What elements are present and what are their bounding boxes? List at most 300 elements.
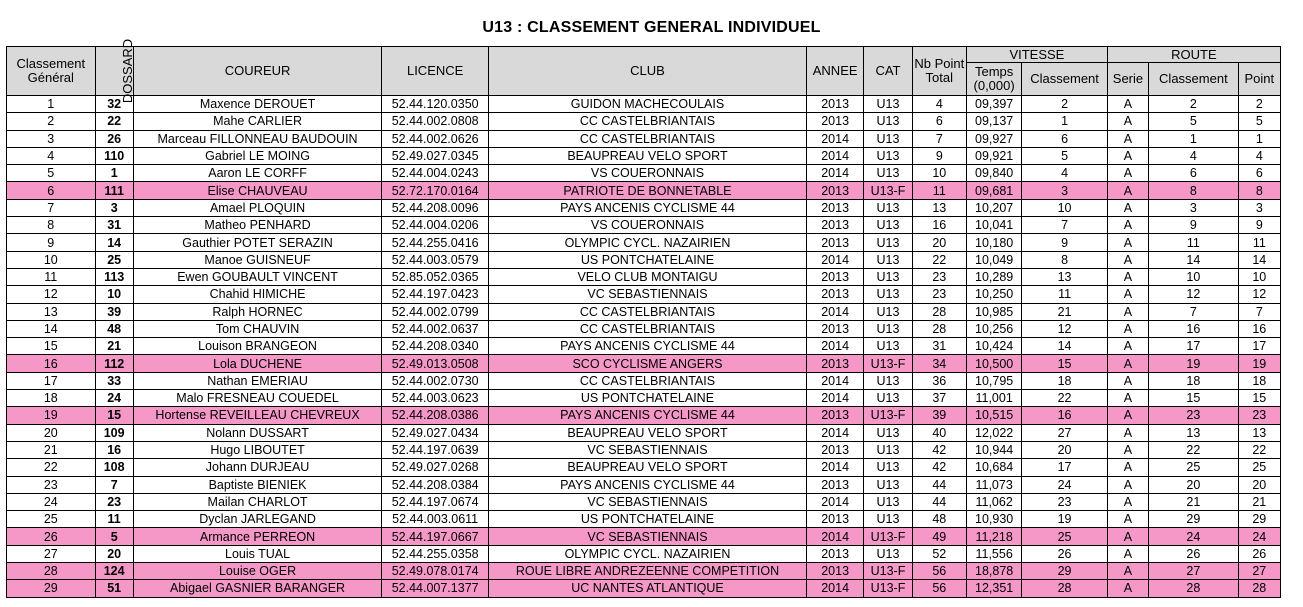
cell-route-classement: 28 xyxy=(1149,580,1239,597)
cell-temps: 12,022 xyxy=(966,424,1021,441)
cell-temps: 11,556 xyxy=(966,545,1021,562)
cell-rank: 28 xyxy=(7,563,96,580)
header-classement-general: Classement Général xyxy=(7,47,96,96)
cell-serie: A xyxy=(1107,182,1148,199)
cell-club: CC CASTELBRIANTAIS xyxy=(488,113,806,130)
cell-dossard: 112 xyxy=(95,355,133,372)
cell-cat: U13 xyxy=(864,234,912,251)
cell-licence: 52.44.197.0639 xyxy=(382,441,489,458)
cell-vitesse-classement: 11 xyxy=(1022,286,1108,303)
cell-route-classement: 18 xyxy=(1149,372,1239,389)
cell-route-classement: 10 xyxy=(1149,268,1239,285)
cell-dossard: 124 xyxy=(95,563,133,580)
cell-serie: A xyxy=(1107,113,1148,130)
cell-dossard: 14 xyxy=(95,234,133,251)
cell-cat: U13 xyxy=(864,130,912,147)
cell-route-classement: 22 xyxy=(1149,441,1239,458)
cell-serie: A xyxy=(1107,511,1148,528)
cell-club: VS COUERONNAIS xyxy=(488,217,806,234)
cell-point: 11 xyxy=(1238,234,1280,251)
cell-dossard: 113 xyxy=(95,268,133,285)
cell-club: PATRIOTE DE BONNETABLE xyxy=(488,182,806,199)
cell-coureur: Ewen GOUBAULT VINCENT xyxy=(133,268,382,285)
cell-dossard: 110 xyxy=(95,147,133,164)
cell-cat: U13 xyxy=(864,268,912,285)
cell-rank: 21 xyxy=(7,441,96,458)
cell-club: PAYS ANCENIS CYCLISME 44 xyxy=(488,199,806,216)
cell-licence: 52.44.197.0423 xyxy=(382,286,489,303)
cell-nb-point-total: 16 xyxy=(912,217,966,234)
cell-route-classement: 2 xyxy=(1149,96,1239,113)
cell-point: 21 xyxy=(1238,493,1280,510)
cell-rank: 12 xyxy=(7,286,96,303)
cell-serie: A xyxy=(1107,424,1148,441)
cell-cat: U13 xyxy=(864,303,912,320)
cell-rank: 2 xyxy=(7,113,96,130)
cell-serie: A xyxy=(1107,234,1148,251)
cell-licence: 52.44.255.0358 xyxy=(382,545,489,562)
cell-club: ROUE LIBRE ANDREZEENNE COMPETITION xyxy=(488,563,806,580)
header-temps: Temps (0,000) xyxy=(966,63,1021,96)
cell-nb-point-total: 6 xyxy=(912,113,966,130)
cell-annee: 2013 xyxy=(806,355,863,372)
cell-nb-point-total: 13 xyxy=(912,199,966,216)
cell-serie: A xyxy=(1107,303,1148,320)
cell-club: VC SEBASTIENNAIS xyxy=(488,286,806,303)
cell-point: 28 xyxy=(1238,580,1280,597)
cell-temps: 10,180 xyxy=(966,234,1021,251)
cell-serie: A xyxy=(1107,390,1148,407)
cell-coureur: Hugo LIBOUTET xyxy=(133,441,382,458)
cell-temps: 10,424 xyxy=(966,338,1021,355)
header-route-group: ROUTE xyxy=(1107,47,1280,63)
cell-temps: 09,840 xyxy=(966,165,1021,182)
cell-vitesse-classement: 3 xyxy=(1022,182,1108,199)
cell-rank: 20 xyxy=(7,424,96,441)
cell-dossard: 7 xyxy=(95,476,133,493)
cell-cat: U13 xyxy=(864,493,912,510)
cell-vitesse-classement: 25 xyxy=(1022,528,1108,545)
table-row xyxy=(7,182,1281,199)
cell-dossard: 111 xyxy=(95,182,133,199)
cell-vitesse-classement: 13 xyxy=(1022,268,1108,285)
cell-dossard: 25 xyxy=(95,251,133,268)
cell-club: GUIDON MACHECOULAIS xyxy=(488,96,806,113)
cell-annee: 2014 xyxy=(806,493,863,510)
cell-annee: 2013 xyxy=(806,286,863,303)
cell-rank: 17 xyxy=(7,372,96,389)
cell-route-classement: 8 xyxy=(1149,182,1239,199)
cell-temps: 12,351 xyxy=(966,580,1021,597)
cell-nb-point-total: 39 xyxy=(912,407,966,424)
cell-route-classement: 27 xyxy=(1149,563,1239,580)
cell-route-classement: 12 xyxy=(1149,286,1239,303)
cell-coureur: Mahe CARLIER xyxy=(133,113,382,130)
cell-club: BEAUPREAU VELO SPORT xyxy=(488,459,806,476)
table-row xyxy=(7,303,1281,320)
cell-club: SCO CYCLISME ANGERS xyxy=(488,355,806,372)
cell-serie: A xyxy=(1107,320,1148,337)
cell-vitesse-classement: 8 xyxy=(1022,251,1108,268)
cell-temps: 10,500 xyxy=(966,355,1021,372)
cell-nb-point-total: 4 xyxy=(912,96,966,113)
table-row xyxy=(7,580,1281,597)
cell-coureur: Armance PERREON xyxy=(133,528,382,545)
cell-annee: 2014 xyxy=(806,372,863,389)
cell-rank: 9 xyxy=(7,234,96,251)
cell-serie: A xyxy=(1107,580,1148,597)
cell-serie: A xyxy=(1107,96,1148,113)
cell-licence: 52.44.004.0243 xyxy=(382,165,489,182)
cell-coureur: Johann DURJEAU xyxy=(133,459,382,476)
cell-club: VELO CLUB MONTAIGU xyxy=(488,268,806,285)
cell-licence: 52.44.208.0096 xyxy=(382,199,489,216)
cell-point: 2 xyxy=(1238,96,1280,113)
cell-cat: U13-F xyxy=(864,563,912,580)
table-row xyxy=(7,113,1281,130)
cell-serie: A xyxy=(1107,493,1148,510)
cell-point: 5 xyxy=(1238,113,1280,130)
table-row xyxy=(7,96,1281,113)
cell-rank: 13 xyxy=(7,303,96,320)
cell-nb-point-total: 23 xyxy=(912,286,966,303)
cell-annee: 2013 xyxy=(806,545,863,562)
cell-licence: 52.44.003.0611 xyxy=(382,511,489,528)
cell-rank: 1 xyxy=(7,96,96,113)
cell-route-classement: 7 xyxy=(1149,303,1239,320)
cell-rank: 14 xyxy=(7,320,96,337)
cell-serie: A xyxy=(1107,476,1148,493)
cell-rank: 19 xyxy=(7,407,96,424)
cell-licence: 52.44.208.0340 xyxy=(382,338,489,355)
header-annee: ANNEE xyxy=(806,47,863,96)
cell-dossard: 5 xyxy=(95,528,133,545)
cell-temps: 11,001 xyxy=(966,390,1021,407)
cell-dossard: 16 xyxy=(95,441,133,458)
cell-temps: 09,921 xyxy=(966,147,1021,164)
cell-nb-point-total: 48 xyxy=(912,511,966,528)
cell-point: 18 xyxy=(1238,372,1280,389)
cell-coureur: Manoe GUISNEUF xyxy=(133,251,382,268)
cell-serie: A xyxy=(1107,441,1148,458)
cell-club: OLYMPIC CYCL. NAZAIRIEN xyxy=(488,234,806,251)
cell-coureur: Matheo PENHARD xyxy=(133,217,382,234)
cell-club: VC SEBASTIENNAIS xyxy=(488,528,806,545)
table-row xyxy=(7,130,1281,147)
cell-temps: 10,930 xyxy=(966,511,1021,528)
cell-serie: A xyxy=(1107,165,1148,182)
cell-coureur: Nathan EMERIAU xyxy=(133,372,382,389)
cell-route-classement: 9 xyxy=(1149,217,1239,234)
cell-coureur: Louis TUAL xyxy=(133,545,382,562)
cell-vitesse-classement: 10 xyxy=(1022,199,1108,216)
cell-cat: U13-F xyxy=(864,528,912,545)
table-row xyxy=(7,407,1281,424)
cell-route-classement: 14 xyxy=(1149,251,1239,268)
cell-vitesse-classement: 29 xyxy=(1022,563,1108,580)
cell-vitesse-classement: 18 xyxy=(1022,372,1108,389)
table-row xyxy=(7,390,1281,407)
cell-dossard: 39 xyxy=(95,303,133,320)
cell-nb-point-total: 7 xyxy=(912,130,966,147)
cell-dossard: 20 xyxy=(95,545,133,562)
table-row xyxy=(7,459,1281,476)
table-row xyxy=(7,338,1281,355)
cell-nb-point-total: 28 xyxy=(912,303,966,320)
cell-licence: 52.49.013.0508 xyxy=(382,355,489,372)
cell-point: 17 xyxy=(1238,338,1280,355)
cell-temps: 10,985 xyxy=(966,303,1021,320)
cell-route-classement: 26 xyxy=(1149,545,1239,562)
cell-serie: A xyxy=(1107,199,1148,216)
cell-coureur: Malo FRESNEAU COUEDEL xyxy=(133,390,382,407)
results-table xyxy=(6,38,1281,598)
cell-serie: A xyxy=(1107,268,1148,285)
cell-cat: U13 xyxy=(864,545,912,562)
cell-point: 27 xyxy=(1238,563,1280,580)
cell-nb-point-total: 40 xyxy=(912,424,966,441)
header-cat: CAT xyxy=(864,47,912,96)
cell-point: 23 xyxy=(1238,407,1280,424)
cell-cat: U13 xyxy=(864,96,912,113)
table-row xyxy=(7,424,1281,441)
cell-temps: 10,041 xyxy=(966,217,1021,234)
cell-dossard: 108 xyxy=(95,459,133,476)
cell-nb-point-total: 36 xyxy=(912,372,966,389)
cell-dossard: 10 xyxy=(95,286,133,303)
cell-dossard: 23 xyxy=(95,493,133,510)
cell-point: 8 xyxy=(1238,182,1280,199)
cell-coureur: Elise CHAUVEAU xyxy=(133,182,382,199)
cell-route-classement: 1 xyxy=(1149,130,1239,147)
cell-point: 1 xyxy=(1238,130,1280,147)
cell-route-classement: 3 xyxy=(1149,199,1239,216)
table-row xyxy=(7,286,1281,303)
table-row xyxy=(7,493,1281,510)
cell-rank: 8 xyxy=(7,217,96,234)
cell-route-classement: 13 xyxy=(1149,424,1239,441)
cell-club: VC SEBASTIENNAIS xyxy=(488,493,806,510)
cell-cat: U13 xyxy=(864,217,912,234)
table-row xyxy=(7,372,1281,389)
cell-point: 20 xyxy=(1238,476,1280,493)
cell-coureur: Tom CHAUVIN xyxy=(133,320,382,337)
cell-vitesse-classement: 22 xyxy=(1022,390,1108,407)
cell-nb-point-total: 52 xyxy=(912,545,966,562)
cell-club: PAYS ANCENIS CYCLISME 44 xyxy=(488,476,806,493)
cell-temps: 10,256 xyxy=(966,320,1021,337)
cell-temps: 11,073 xyxy=(966,476,1021,493)
cell-point: 25 xyxy=(1238,459,1280,476)
table-row xyxy=(7,441,1281,458)
cell-route-classement: 4 xyxy=(1149,147,1239,164)
cell-annee: 2013 xyxy=(806,441,863,458)
cell-dossard: 48 xyxy=(95,320,133,337)
cell-annee: 2014 xyxy=(806,528,863,545)
cell-annee: 2013 xyxy=(806,182,863,199)
cell-nb-point-total: 56 xyxy=(912,580,966,597)
cell-serie: A xyxy=(1107,251,1148,268)
cell-dossard: 1 xyxy=(95,165,133,182)
cell-temps: 10,250 xyxy=(966,286,1021,303)
cell-annee: 2013 xyxy=(806,234,863,251)
cell-cat: U13 xyxy=(864,424,912,441)
cell-licence: 52.85.052.0365 xyxy=(382,268,489,285)
cell-cat: U13 xyxy=(864,476,912,493)
cell-point: 16 xyxy=(1238,320,1280,337)
cell-serie: A xyxy=(1107,407,1148,424)
cell-rank: 11 xyxy=(7,268,96,285)
cell-rank: 16 xyxy=(7,355,96,372)
table-row xyxy=(7,563,1281,580)
cell-rank: 22 xyxy=(7,459,96,476)
cell-club: PAYS ANCENIS CYCLISME 44 xyxy=(488,407,806,424)
cell-rank: 18 xyxy=(7,390,96,407)
cell-route-classement: 24 xyxy=(1149,528,1239,545)
cell-coureur: Hortense REVEILLEAU CHEVREUX xyxy=(133,407,382,424)
cell-dossard: 31 xyxy=(95,217,133,234)
cell-licence: 52.44.208.0386 xyxy=(382,407,489,424)
cell-licence: 52.44.003.0623 xyxy=(382,390,489,407)
cell-dossard: 51 xyxy=(95,580,133,597)
cell-annee: 2014 xyxy=(806,424,863,441)
cell-cat: U13 xyxy=(864,338,912,355)
cell-club: CC CASTELBRIANTAIS xyxy=(488,130,806,147)
cell-nb-point-total: 49 xyxy=(912,528,966,545)
cell-licence: 52.44.255.0416 xyxy=(382,234,489,251)
table-row xyxy=(7,545,1281,562)
cell-point: 15 xyxy=(1238,390,1280,407)
cell-serie: A xyxy=(1107,528,1148,545)
cell-dossard: 3 xyxy=(95,199,133,216)
header-vitesse-classement: Classement xyxy=(1022,63,1108,96)
cell-vitesse-classement: 23 xyxy=(1022,493,1108,510)
cell-serie: A xyxy=(1107,372,1148,389)
cell-temps: 10,207 xyxy=(966,199,1021,216)
cell-dossard: 33 xyxy=(95,372,133,389)
cell-cat: U13 xyxy=(864,372,912,389)
cell-temps: 09,137 xyxy=(966,113,1021,130)
cell-club: BEAUPREAU VELO SPORT xyxy=(488,147,806,164)
cell-vitesse-classement: 9 xyxy=(1022,234,1108,251)
cell-serie: A xyxy=(1107,338,1148,355)
cell-club: CC CASTELBRIANTAIS xyxy=(488,303,806,320)
table-row xyxy=(7,251,1281,268)
cell-point: 7 xyxy=(1238,303,1280,320)
cell-annee: 2014 xyxy=(806,165,863,182)
cell-licence: 52.44.002.0808 xyxy=(382,113,489,130)
cell-cat: U13 xyxy=(864,286,912,303)
cell-cat: U13-F xyxy=(864,407,912,424)
cell-nb-point-total: 11 xyxy=(912,182,966,199)
cell-vitesse-classement: 6 xyxy=(1022,130,1108,147)
cell-licence: 52.44.004.0206 xyxy=(382,217,489,234)
cell-coureur: Louise OGER xyxy=(133,563,382,580)
cell-temps: 10,684 xyxy=(966,459,1021,476)
results-body xyxy=(7,96,1281,598)
cell-licence: 52.44.197.0674 xyxy=(382,493,489,510)
cell-route-classement: 15 xyxy=(1149,390,1239,407)
cell-route-classement: 16 xyxy=(1149,320,1239,337)
cell-cat: U13 xyxy=(864,459,912,476)
cell-point: 9 xyxy=(1238,217,1280,234)
cell-serie: A xyxy=(1107,545,1148,562)
cell-annee: 2014 xyxy=(806,130,863,147)
cell-cat: U13 xyxy=(864,147,912,164)
cell-vitesse-classement: 26 xyxy=(1022,545,1108,562)
header-coureur: COUREUR xyxy=(133,47,382,96)
cell-coureur: Mailan CHARLOT xyxy=(133,493,382,510)
cell-licence: 52.44.003.0579 xyxy=(382,251,489,268)
cell-temps: 18,878 xyxy=(966,563,1021,580)
cell-route-classement: 29 xyxy=(1149,511,1239,528)
cell-licence: 52.44.197.0667 xyxy=(382,528,489,545)
cell-rank: 25 xyxy=(7,511,96,528)
cell-coureur: Amael PLOQUIN xyxy=(133,199,382,216)
cell-nb-point-total: 28 xyxy=(912,320,966,337)
cell-coureur: Marceau FILLONNEAU BAUDOUIN xyxy=(133,130,382,147)
header-dossard: DOSSARD xyxy=(95,47,133,96)
cell-vitesse-classement: 17 xyxy=(1022,459,1108,476)
cell-vitesse-classement: 7 xyxy=(1022,217,1108,234)
cell-serie: A xyxy=(1107,563,1148,580)
cell-rank: 5 xyxy=(7,165,96,182)
cell-annee: 2014 xyxy=(806,147,863,164)
cell-nb-point-total: 9 xyxy=(912,147,966,164)
cell-licence: 52.44.120.0350 xyxy=(382,96,489,113)
cell-cat: U13 xyxy=(864,441,912,458)
cell-nb-point-total: 34 xyxy=(912,355,966,372)
header-route-classement: Classement xyxy=(1149,63,1239,96)
header-vitesse-group: VITESSE xyxy=(966,47,1107,63)
cell-point: 3 xyxy=(1238,199,1280,216)
cell-annee: 2013 xyxy=(806,199,863,216)
table-row xyxy=(7,320,1281,337)
cell-dossard: 11 xyxy=(95,511,133,528)
cell-point: 19 xyxy=(1238,355,1280,372)
cell-licence: 52.49.027.0268 xyxy=(382,459,489,476)
cell-serie: A xyxy=(1107,355,1148,372)
cell-route-classement: 23 xyxy=(1149,407,1239,424)
cell-annee: 2013 xyxy=(806,563,863,580)
cell-dossard: 32 xyxy=(95,96,133,113)
cell-dossard: 21 xyxy=(95,338,133,355)
cell-nb-point-total: 10 xyxy=(912,165,966,182)
cell-cat: U13 xyxy=(864,320,912,337)
cell-nb-point-total: 44 xyxy=(912,476,966,493)
cell-club: CC CASTELBRIANTAIS xyxy=(488,320,806,337)
cell-club: US PONTCHATELAINE xyxy=(488,390,806,407)
cell-vitesse-classement: 28 xyxy=(1022,580,1108,597)
table-row xyxy=(7,147,1281,164)
cell-licence: 52.49.027.0345 xyxy=(382,147,489,164)
cell-vitesse-classement: 16 xyxy=(1022,407,1108,424)
cell-coureur: Gabriel LE MOING xyxy=(133,147,382,164)
cell-licence: 52.72.170.0164 xyxy=(382,182,489,199)
cell-nb-point-total: 42 xyxy=(912,441,966,458)
cell-route-classement: 25 xyxy=(1149,459,1239,476)
cell-coureur: Dyclan JARLEGAND xyxy=(133,511,382,528)
header-point: Point xyxy=(1238,63,1280,96)
cell-club: VS COUERONNAIS xyxy=(488,165,806,182)
cell-nb-point-total: 22 xyxy=(912,251,966,268)
cell-temps: 11,218 xyxy=(966,528,1021,545)
cell-annee: 2013 xyxy=(806,320,863,337)
cell-club: US PONTCHATELAINE xyxy=(488,251,806,268)
cell-coureur: Louison BRANGEON xyxy=(133,338,382,355)
table-row xyxy=(7,234,1281,251)
cell-nb-point-total: 23 xyxy=(912,268,966,285)
